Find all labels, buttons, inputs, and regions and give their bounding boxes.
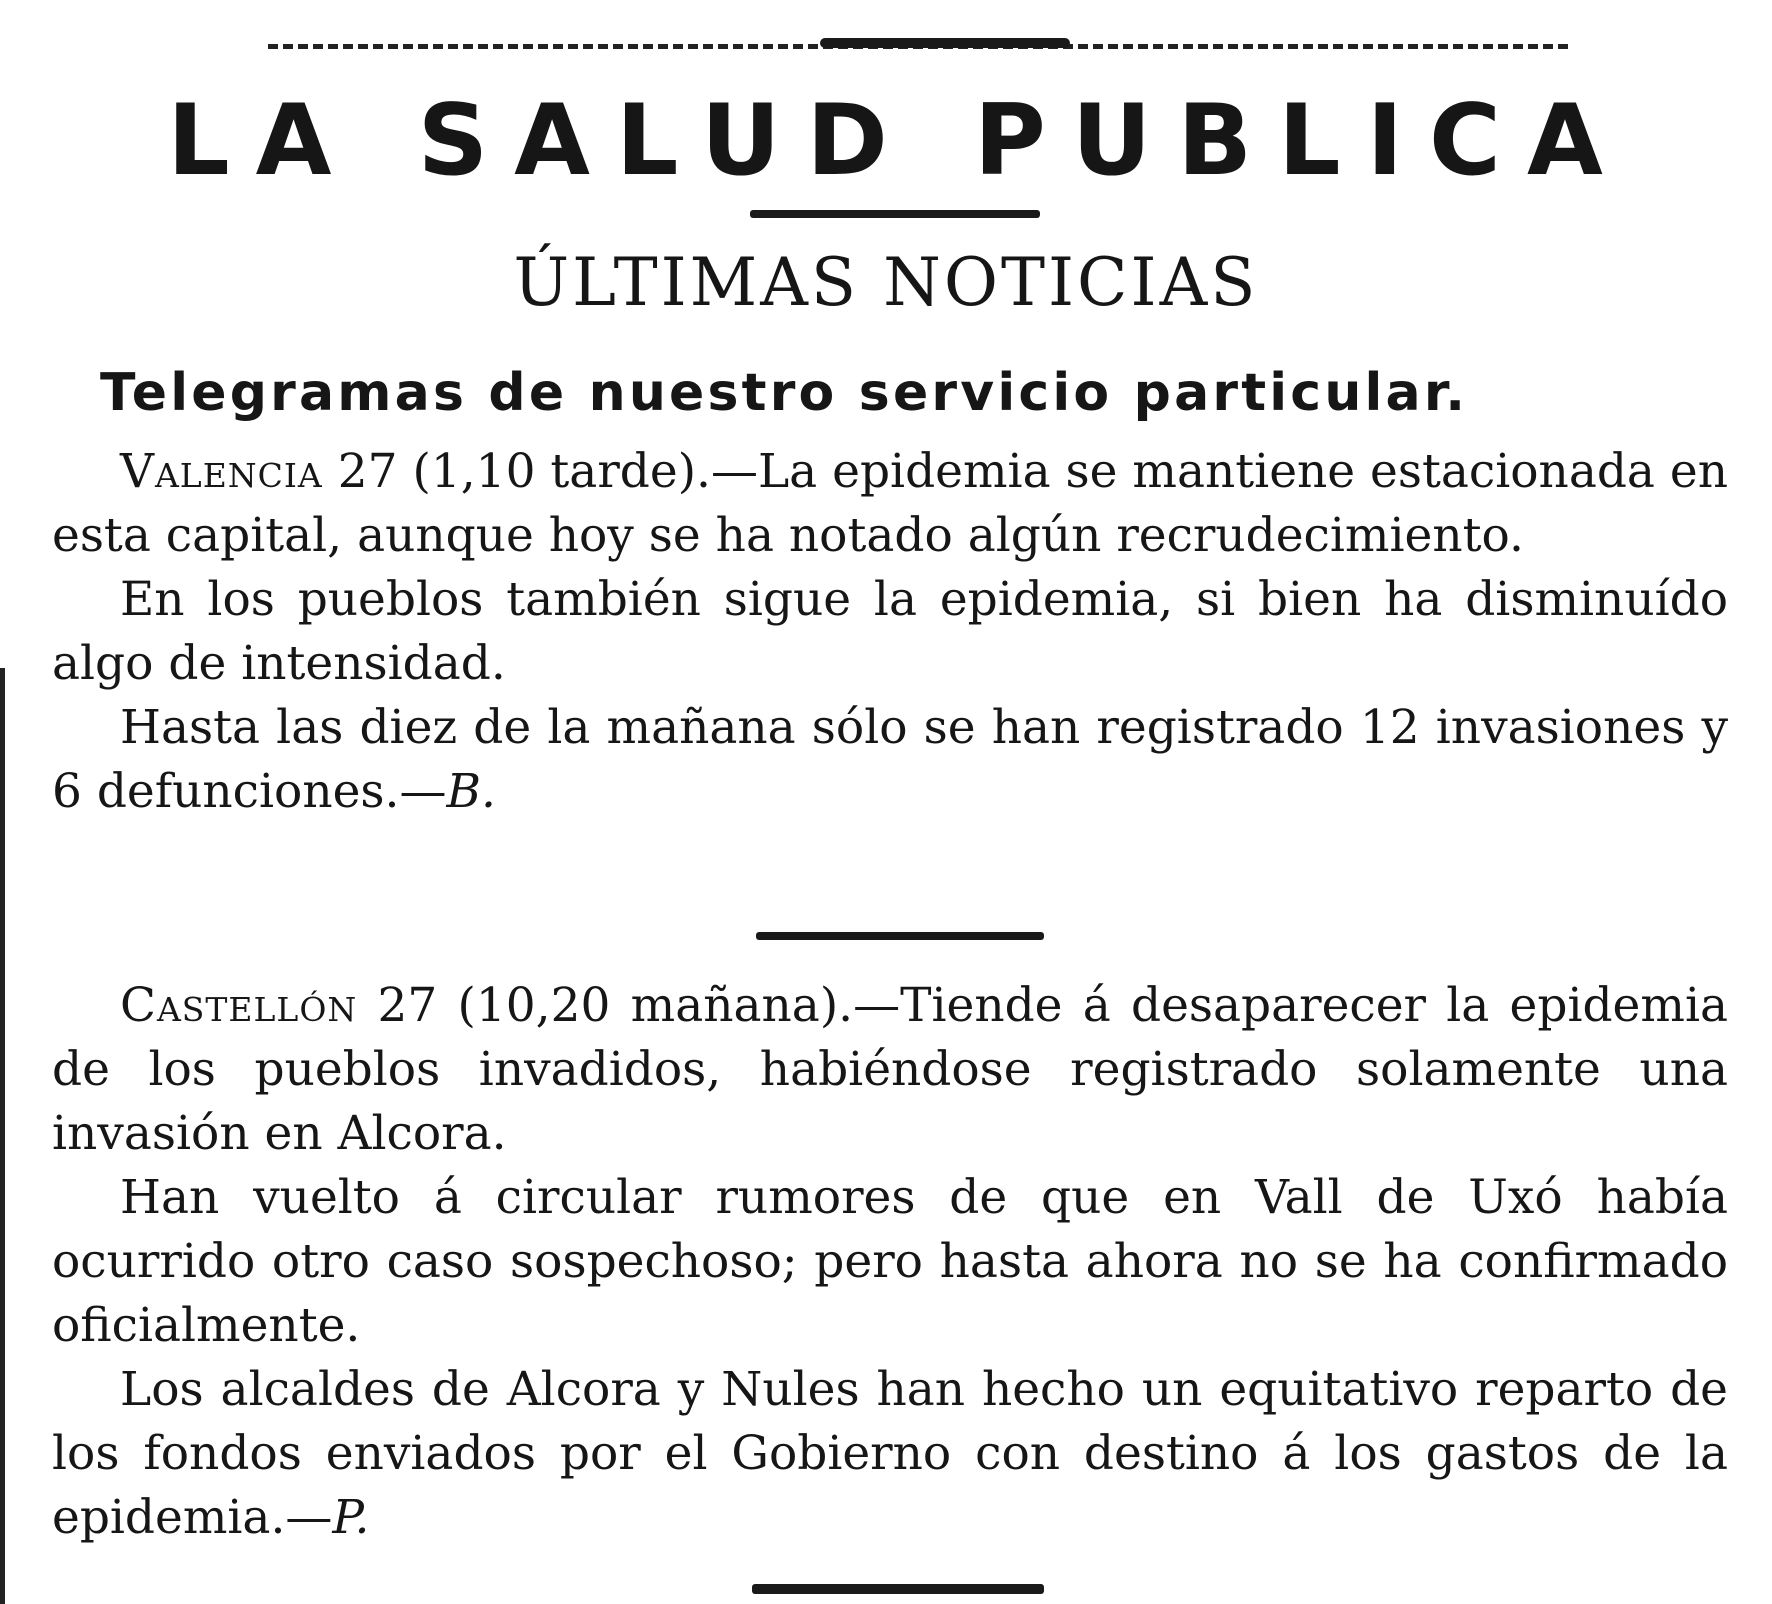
dispatch-paragraph [52, 568, 1728, 696]
signature-dash: — [285, 1490, 333, 1545]
top-divider-ornament [820, 38, 1070, 48]
dispatch-paragraph [52, 1166, 1728, 1358]
dispatch-text: En los pueblos también sigue la epidemia, si bien ha disminuído algo de intensidad. [52, 572, 1728, 691]
dispatch-place: Castellón [120, 978, 358, 1033]
dispatch-text: Hasta las diez de la mañana sólo se han registrado 12 invasiones y 6 defunciones. [52, 700, 1728, 819]
signature-dash: — [399, 764, 447, 819]
dispatch-castellon [52, 974, 1728, 1550]
dispatch-text: Los alcaldes de Alcora y Nules han hecho un equitativo reparto de los fondos enviados por el Gobierno con destino á los gastos de la epidemia. [52, 1362, 1728, 1545]
dispatch-dateline: 27 (10,20 mañana).— [357, 978, 901, 1033]
dispatch-paragraph [52, 440, 1728, 568]
dispatch-divider [756, 932, 1044, 940]
bottom-divider [752, 1584, 1044, 1594]
dispatch-place: Valencia [120, 444, 323, 499]
dispatch-text: La epidemia se mantiene estacionada en esta capital, aunque hoy se ha notado algún recrudecimiento. [52, 444, 1728, 563]
correspondent-signature: P. [332, 1490, 370, 1545]
left-column-rule [0, 668, 5, 1604]
dispatch-paragraph [52, 974, 1728, 1166]
dispatch-paragraph [52, 696, 1728, 824]
dispatch-dateline: 27 (1,10 tarde).— [322, 444, 758, 499]
dispatch-valencia [52, 440, 1728, 824]
dispatch-paragraph [52, 1358, 1728, 1550]
dispatch-text: Han vuelto á circular rumores de que en Vall de Uxó había ocurrido otro caso sospechoso; pero hasta ahora no se ha confirmado oficialmente. [52, 1170, 1728, 1353]
dispatch-text: Tiende á desaparecer la epidemia de los pueblos invadidos, habiéndose registrado solamente una invasión en Alcora. [52, 978, 1728, 1161]
masthead-underline [750, 210, 1040, 218]
correspondent-signature: B. [446, 764, 496, 819]
section-heading: ÚLTIMAS NOTICIAS [513, 244, 1259, 321]
telegram-subheading: Telegramas de nuestro servicio particular. [100, 363, 1469, 423]
section-masthead: LA SALUD PUBLICA [167, 84, 1629, 198]
